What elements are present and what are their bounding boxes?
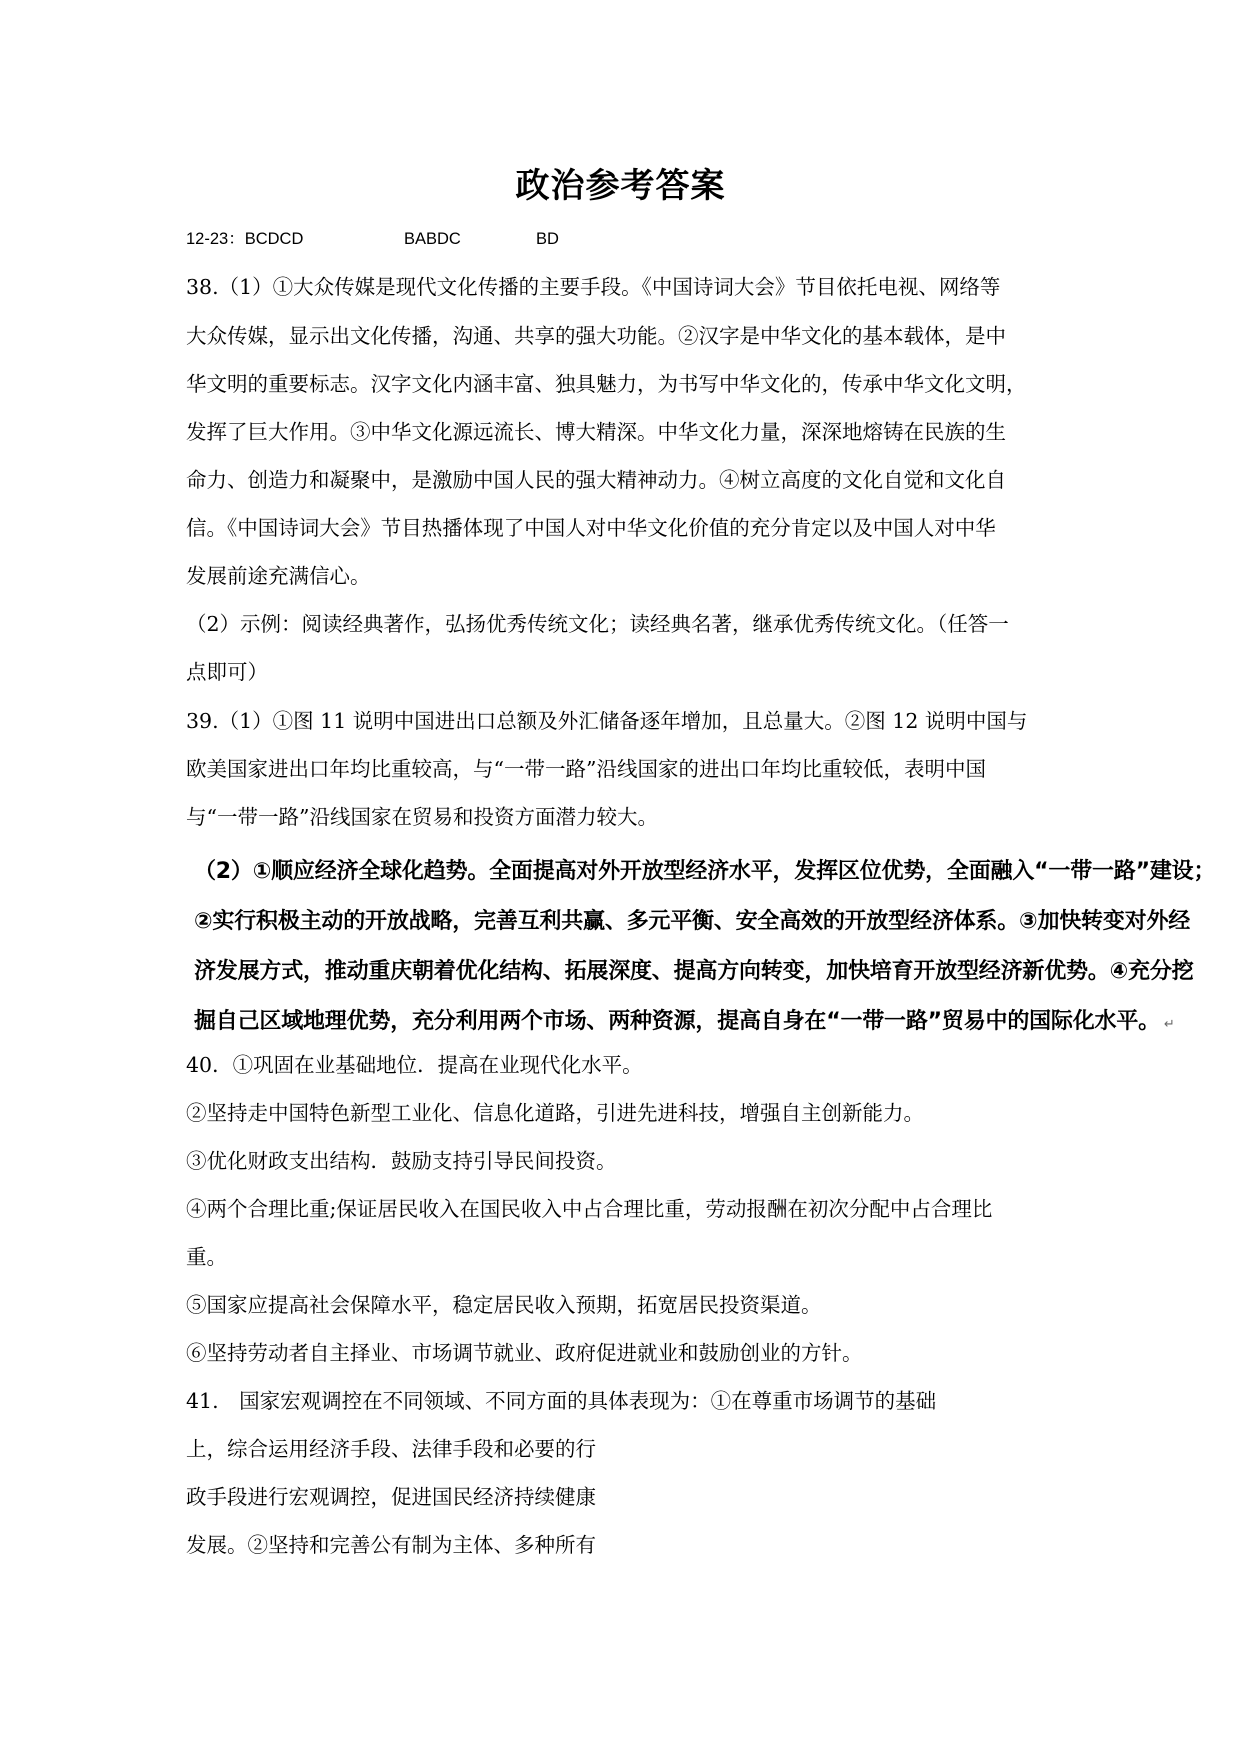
q38-line: （2）示例：阅读经典著作，弘扬优秀传统文化；读经典名著，继承优秀传统文化。（任答一 [186,612,1009,636]
q39-bold-line-text: 掘自己区域地理优势，充分利用两个市场、两种资源，提高自身在“一带一路”贸易中的国际化水平。 [194,1009,1160,1034]
q38-line: 发挥了巨大作用。③中华文化源远流长、博大精深。中华文化力量，深深地熔铸在民族的生 [186,420,1006,444]
q40-line: ⑤国家应提高社会保障水平，稳定居民收入预期，拓宽居民投资渠道。 [186,1293,822,1317]
q39-bold-line-last [194,1011,1175,1033]
q38-line: 华文明的重要标志。汉字文化内涵丰富、独具魅力，为书写中华文化的，传承中华文化文明， [186,372,1027,396]
q39-bold-line: 济发展方式，推动重庆朝着优化结构、拓展深度、提高方向转变，加快培育开放型经济新优势。④充分挖 [194,959,1194,984]
q40-line: ②坚持走中国特色新型工业化、信息化道路，引进先进科技，增强自主创新能力。 [186,1101,924,1125]
q38-line: 大众传媒，显示出文化传播，沟通、共享的强大功能。②汉字是中华文化的基本载体，是中 [186,324,1006,348]
q38-line: 命力、创造力和凝聚中，是激励中国人民的强大精神动力。④树立高度的文化自觉和文化自 [186,468,1006,492]
q38-line: 信。《中国诗词大会》节目热播体现了中国人对中华文化价值的充分肯定以及中国人对中华 [186,516,996,540]
page-title: 政治参考答案 [515,166,726,206]
mc-group-2: BABDC [404,230,461,248]
q39-line: 39.（1）①图 11 说明中国进出口总额及外汇储备逐年增加，且总量大。②图 12 说明中国与 [186,709,1028,733]
q39-bold-line: ②实行积极主动的开放战略，完善互利共赢、多元平衡、安全高效的开放型经济体系。③加快转变对外经 [194,909,1191,934]
mc-group-3: BD [536,230,559,248]
q38-line: 38.（1）①大众传媒是现代文化传播的主要手段。《中国诗词大会》节目依托电视、网络等 [186,275,1001,299]
q40-line: ⑥坚持劳动者自主择业、市场调节就业、政府促进就业和鼓励创业的方针。 [186,1341,863,1365]
q40-line: 40．①巩固在业基础地位．提高在业现代化水平。 [186,1053,643,1077]
q41-line: 发展。②坚持和完善公有制为主体、多种所有 [186,1533,596,1557]
q39-bold-line: （2）①顺应经济全球化趋势。全面提高对外开放型经济水平，发挥区位优势，全面融入“一带一路”建设； [194,859,1216,884]
q41-line: 41. 国家宏观调控在不同领域、不同方面的具体表现为：①在尊重市场调节的基础 [186,1389,937,1413]
q40-line: 重。 [186,1245,227,1269]
q41-line: 上，综合运用经济手段、法律手段和必要的行 [186,1437,596,1461]
paragraph-return-mark: ↵ [1163,1017,1175,1032]
q39-line: 欧美国家进出口年均比重较高，与“一带一路”沿线国家的进出口年均比重较低，表明中国 [186,757,986,781]
q40-line: ③优化财政支出结构．鼓励支持引导民间投资。 [186,1149,617,1173]
q40-line: ④两个合理比重;保证居民收入在国民收入中占合理比重，劳动报酬在初次分配中占合理比 [186,1197,993,1221]
q38-line: 发展前途充满信心。 [186,564,371,588]
q39-line: 与“一带一路”沿线国家在贸易和投资方面潜力较大。 [186,805,658,829]
mc-range-answers: 12-23：BCDCD [186,230,304,248]
q38-line: 点即可） [186,660,268,684]
q41-line: 政手段进行宏观调控，促进国民经济持续健康 [186,1485,596,1509]
